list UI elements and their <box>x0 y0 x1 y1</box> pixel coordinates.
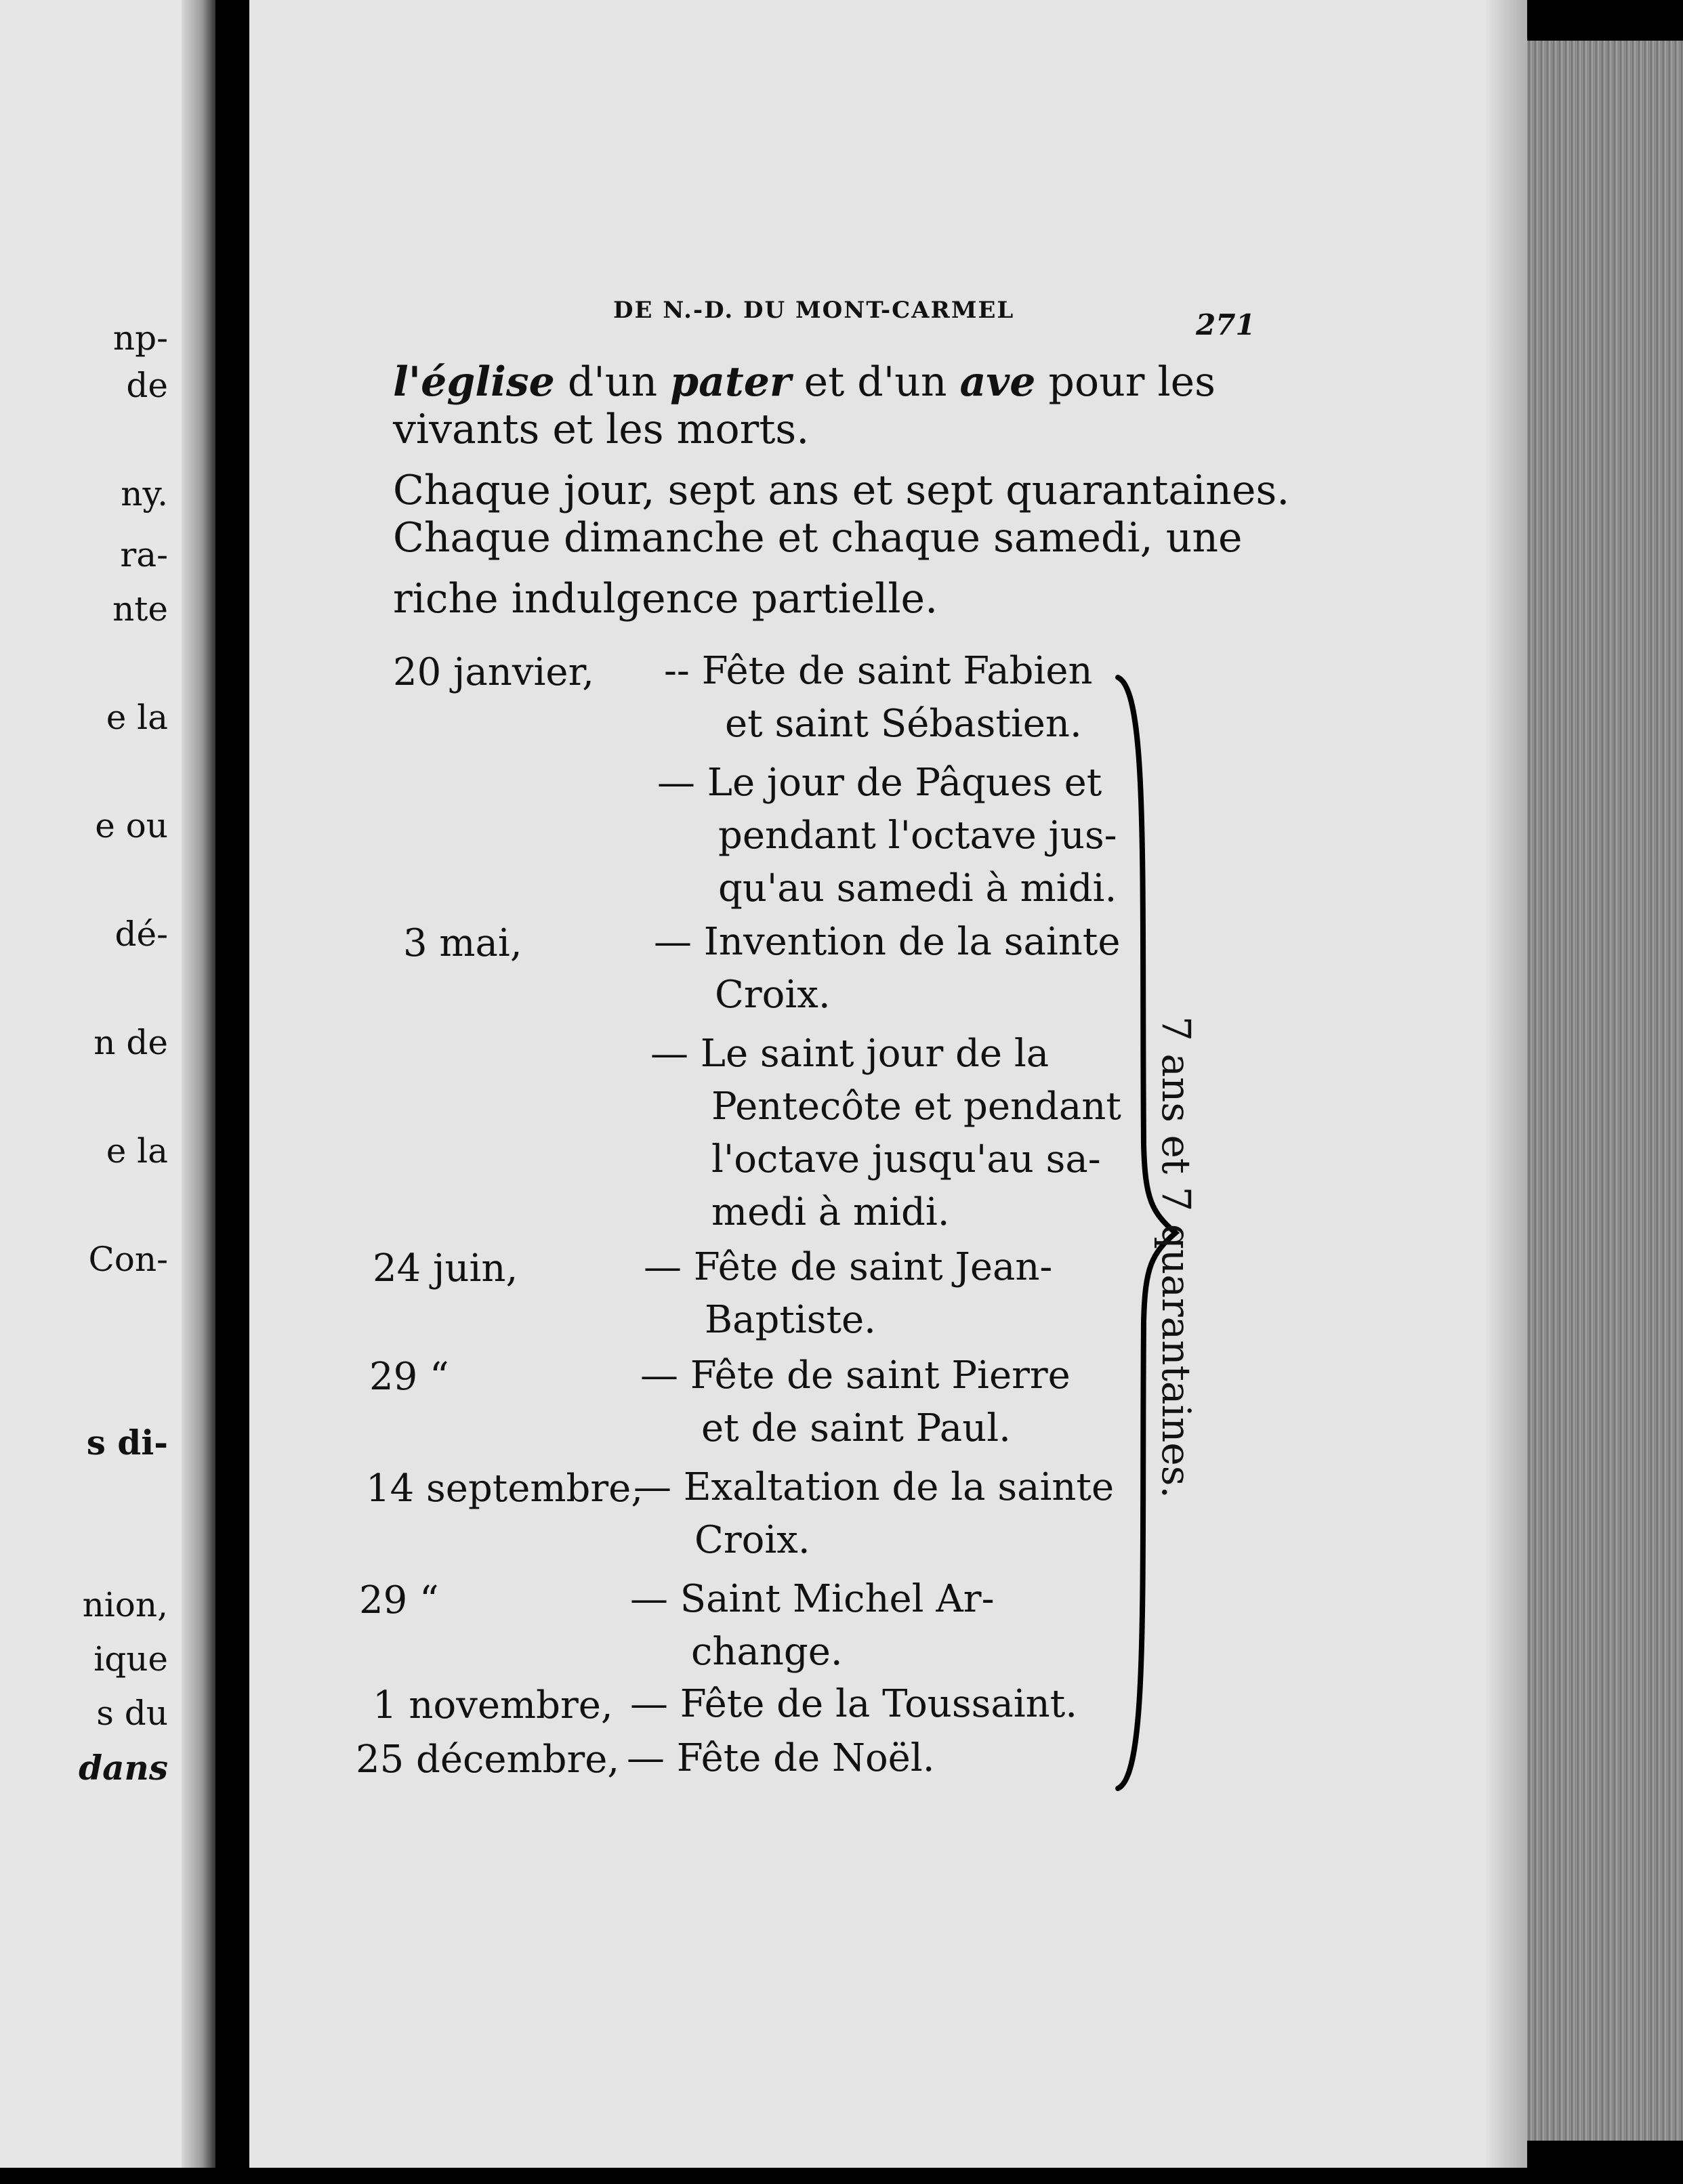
feast-description-line: — Invention de la sainte <box>654 920 1121 964</box>
left-page-fragment: dans <box>79 1748 168 1788</box>
left-page-fragment: e ou <box>95 806 168 845</box>
page-shadow <box>1484 0 1527 2184</box>
left-page-fragment: nte <box>112 589 168 629</box>
italic-word: l'église <box>393 358 555 406</box>
left-page-fragment: s du <box>96 1694 168 1733</box>
feast-description-line: qu'au samedi à midi. <box>718 866 1117 910</box>
feast-date: 29 “ <box>359 1578 439 1622</box>
left-page-fragment: ny. <box>121 474 168 513</box>
feast-date: 1 novembre, <box>373 1683 613 1727</box>
feast-description-line: — Le saint jour de la <box>650 1032 1050 1076</box>
left-page-fragment: e la <box>106 1131 168 1171</box>
brace-note: 7 ans et 7 quarantaines. <box>1153 1016 1199 1498</box>
feast-description-line: Baptiste. <box>705 1298 876 1342</box>
feast-description-line: medi à midi. <box>711 1190 950 1234</box>
paragraph-line <box>393 467 1290 514</box>
left-page-fragment: ra- <box>120 535 168 574</box>
feast-date: 29 “ <box>369 1355 449 1399</box>
scan-border <box>0 2168 1683 2184</box>
paragraph-line <box>393 406 1247 453</box>
feast-description-line: pendant l'octave jus- <box>718 814 1117 858</box>
text-run: et d'un <box>791 358 960 406</box>
left-page-fragment: Con- <box>88 1240 168 1279</box>
feast-description-line: Croix. <box>694 1518 810 1562</box>
text-run: Chaque jour, sept ans et sept quarantaines. <box>393 467 1290 514</box>
feast-description-line: — Fête de saint Pierre <box>640 1353 1071 1398</box>
feast-description-line: — Fête de saint Jean- <box>644 1245 1053 1289</box>
left-page-fragment: nion, <box>82 1585 168 1624</box>
left-page-fragment: dé- <box>115 915 168 954</box>
feast-description-line: -- Fête de saint Fabien <box>664 649 1093 693</box>
book-spine <box>215 0 249 2184</box>
feast-description-line: change. <box>691 1630 843 1674</box>
feast-description-line: et de saint Paul. <box>701 1406 1011 1450</box>
feast-date: 14 septembre, <box>366 1467 644 1511</box>
paragraph-line <box>393 515 1247 561</box>
text-run: pour les <box>1035 358 1216 406</box>
paragraph-line <box>393 359 1247 405</box>
paragraph-line <box>393 576 1247 622</box>
left-page-fragment: e la <box>106 698 168 737</box>
left-page-fragment: ique <box>94 1639 168 1679</box>
feast-description-line: — Saint Michel Ar- <box>630 1577 995 1621</box>
text-run: d'un <box>554 358 671 406</box>
feast-date: 20 janvier, <box>393 650 594 694</box>
text-run: vivants et les morts. <box>393 406 810 453</box>
feast-description-line: Pentecôte et pendant <box>711 1085 1121 1129</box>
text-run: riche indulgence partielle. <box>393 575 938 623</box>
text-run: Chaque dimanche et chaque samedi, une <box>393 514 1243 562</box>
left-page-fragment: de <box>126 366 168 405</box>
page-edges <box>1527 41 1683 2141</box>
feast-description-line: — Le jour de Pâques et <box>657 761 1102 805</box>
italic-word: ave <box>959 358 1036 406</box>
left-page <box>0 0 215 2184</box>
page-number: 271 <box>1196 308 1255 341</box>
left-page-fragment: s di- <box>86 1423 168 1463</box>
feast-description-line: Croix. <box>715 973 831 1017</box>
left-page-fragment: n de <box>94 1023 168 1062</box>
feast-date: 3 mai, <box>403 921 522 965</box>
feast-description-line: — Fête de Noël. <box>627 1736 935 1780</box>
feast-date: 24 juin, <box>373 1246 518 1290</box>
feast-description-line: — Fête de la Toussaint. <box>630 1682 1077 1726</box>
left-page-gutter <box>182 0 215 2184</box>
feast-description-line: — Exaltation de la sainte <box>633 1465 1115 1509</box>
italic-word: pater <box>670 358 791 406</box>
left-page-fragment: np- <box>112 318 168 358</box>
feast-description-line: et saint Sébastien. <box>725 702 1082 746</box>
feast-date: 25 décembre, <box>356 1738 620 1782</box>
feast-description-line: l'octave jusqu'au sa- <box>711 1137 1101 1181</box>
running-head: DE N.-D. DU MONT-CARMEL <box>613 297 1015 324</box>
